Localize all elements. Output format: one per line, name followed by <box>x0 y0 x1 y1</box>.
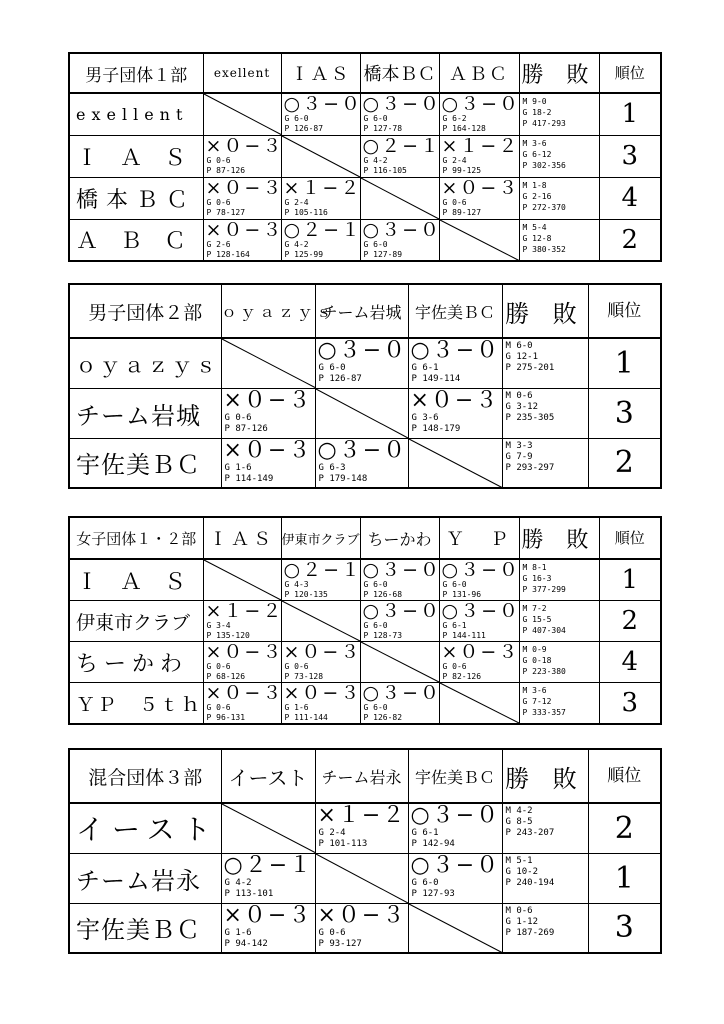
match-cell <box>203 600 284 642</box>
win-loss-cell <box>502 903 588 953</box>
match-result: ×１−２ <box>283 176 362 199</box>
match-games: G 0-6 <box>442 197 467 207</box>
match-cell <box>203 134 284 177</box>
self-match-cell <box>203 93 281 135</box>
wl-games: G 15-5 <box>522 615 552 624</box>
wl-matches: M 0-6 <box>505 905 533 916</box>
match-cell <box>408 388 502 438</box>
wl-points: P 187-269 <box>505 927 555 938</box>
match-result: ○３−０ <box>362 600 441 622</box>
match-result: ×０−３ <box>441 176 520 199</box>
match-result: ×０−３ <box>205 218 284 241</box>
self-match-cell <box>360 177 439 219</box>
match-result: ○３−０ <box>362 93 441 115</box>
match-cell <box>281 219 360 261</box>
win-loss-cell <box>519 219 599 261</box>
wl-games: G 2-16 <box>522 191 552 201</box>
match-cell <box>408 803 502 853</box>
wl-games: G 6-12 <box>522 149 552 159</box>
match-points: P 114-149 <box>224 473 274 484</box>
match-cell <box>439 559 519 601</box>
wl-matches: M 3-6 <box>522 138 547 148</box>
column-header: 橋本ＢＣ <box>360 53 439 93</box>
win-loss-cell <box>502 803 588 853</box>
match-result: ×０−３ <box>283 641 362 663</box>
match-points: P 99-125 <box>442 165 482 175</box>
win-loss-cell <box>502 853 588 903</box>
column-header: イースト <box>221 749 315 803</box>
column-header: 宇佐美ＢＣ <box>408 749 502 803</box>
match-cell <box>315 803 408 853</box>
table-row <box>69 853 661 903</box>
wl-matches: M 0-6 <box>505 390 533 401</box>
wl-games: G 3-12 <box>505 401 539 412</box>
wl-points: P 333-357 <box>522 708 566 717</box>
wl-games: G 10-2 <box>505 866 539 877</box>
match-games: G 4-3 <box>284 580 309 589</box>
match-points: P 93-127 <box>318 938 362 949</box>
wl-matches: M 6-0 <box>505 341 533 351</box>
match-cell <box>360 219 439 261</box>
match-points: P 127-89 <box>363 249 403 259</box>
match-points: P 89-127 <box>442 207 482 217</box>
self-match-cell <box>221 338 315 388</box>
table-row <box>69 388 661 438</box>
wl-games: G 18-2 <box>522 108 552 117</box>
wl-games: G 7-9 <box>505 451 533 462</box>
column-header: 伊東市クラブ <box>281 517 360 559</box>
table-title: 男子団体１部 <box>69 53 203 93</box>
match-points: P 113-101 <box>224 888 274 899</box>
match-result: ×０−３ <box>283 682 362 704</box>
match-games: G 0-6 <box>206 197 231 207</box>
match-points: P 127-78 <box>363 124 403 133</box>
column-header: Ｙ Ｐ <box>439 517 519 559</box>
match-cell <box>315 438 408 488</box>
table-men-div2 <box>68 283 660 489</box>
match-result: ○３−０ <box>410 803 501 828</box>
match-games: G 0-6 <box>206 703 231 712</box>
match-result: ○２−１ <box>283 218 362 241</box>
wl-matches: M 4-2 <box>505 806 533 816</box>
rank-value: 2 <box>599 601 661 642</box>
match-points: P 149-114 <box>411 374 461 384</box>
match-games: G 1-6 <box>224 462 252 473</box>
match-points: P 144-111 <box>442 631 486 640</box>
match-games: G 2-6 <box>206 239 231 249</box>
match-cell <box>439 177 519 219</box>
win-loss-cell <box>502 438 588 488</box>
table-women-div12 <box>68 516 660 725</box>
rank-value: 3 <box>599 135 661 177</box>
wl-points: P 377-299 <box>522 585 566 594</box>
table-title: 女子団体１・２部 <box>69 517 203 559</box>
column-header: ＡＢＣ <box>439 53 519 93</box>
match-result: ×０−３ <box>441 641 520 663</box>
match-points: P 87-126 <box>224 423 268 434</box>
match-points: P 120-135 <box>284 590 328 599</box>
match-games: G 0-6 <box>284 662 309 671</box>
wl-games: G 0-18 <box>522 656 552 665</box>
table-row <box>69 642 661 683</box>
table-men-div1 <box>68 52 660 262</box>
self-match-cell <box>221 803 315 853</box>
win-loss-cell <box>519 559 599 601</box>
rank-value: 2 <box>588 803 661 853</box>
team-name: イースト <box>69 803 221 853</box>
match-games: G 6-1 <box>442 621 467 630</box>
match-result: ○３−０ <box>283 93 362 115</box>
wl-games: G 1-12 <box>505 916 539 927</box>
match-result: ○３−０ <box>317 437 408 463</box>
match-cell <box>439 642 519 683</box>
match-cell <box>203 176 284 219</box>
match-points: P 116-105 <box>363 165 407 175</box>
team-name: 宇佐美ＢＣ <box>69 903 221 953</box>
match-result: ×０−３ <box>205 641 284 663</box>
rank-value: 3 <box>588 903 661 953</box>
match-cell <box>281 93 360 135</box>
match-games: G 6-3 <box>318 462 346 473</box>
match-games: G 6-0 <box>318 363 346 373</box>
match-points: P 82-126 <box>442 672 482 681</box>
table-row <box>69 559 661 601</box>
column-header: チーム岩永 <box>315 749 408 803</box>
match-result: ○３−０ <box>441 559 520 581</box>
match-games: G 2-4 <box>442 155 467 165</box>
match-result: ○３−０ <box>362 218 441 241</box>
table-row <box>69 601 661 642</box>
table-title: 男子団体２部 <box>69 284 221 338</box>
rank-header: 順位 <box>588 284 661 338</box>
team-name: ｏｙａｚｙｓ <box>69 338 221 388</box>
table-row <box>69 338 661 388</box>
match-points: P 101-113 <box>318 839 368 849</box>
team-name: ＹＰ ５ｔｈ <box>69 683 203 725</box>
wl-points: P 275-201 <box>505 363 555 373</box>
match-games: G 0-6 <box>442 662 467 671</box>
match-result: ×０−３ <box>410 387 500 413</box>
self-match-cell <box>439 683 519 725</box>
win-loss-cell <box>502 338 588 388</box>
match-cell <box>281 683 360 725</box>
win-loss-header: 勝 敗 <box>519 517 599 559</box>
match-result: ○２−１ <box>283 559 362 581</box>
wl-matches: M 9-0 <box>522 97 547 106</box>
rank-value: 4 <box>599 177 661 219</box>
match-cell <box>360 683 439 725</box>
wl-matches: M 0-9 <box>522 645 547 654</box>
match-games: G 6-0 <box>363 114 388 123</box>
match-games: G 4-2 <box>284 239 309 249</box>
rank-value: 1 <box>588 338 661 388</box>
match-cell <box>203 682 284 725</box>
table-title: 混合団体３部 <box>69 749 221 803</box>
self-match-cell <box>315 388 408 438</box>
match-games: G 2-4 <box>284 197 309 207</box>
match-points: P 135-120 <box>206 631 250 640</box>
match-points: P 73-128 <box>284 672 324 681</box>
table-row <box>69 219 661 261</box>
match-points: P 126-68 <box>363 590 403 599</box>
team-name: 宇佐美ＢＣ <box>69 438 221 488</box>
match-cell <box>360 135 439 177</box>
table-row <box>69 177 661 219</box>
match-points: P 179-148 <box>318 473 368 484</box>
match-games: G 2-4 <box>318 828 346 838</box>
self-match-cell <box>408 903 502 953</box>
match-cell <box>360 93 439 135</box>
match-result: ×０−３ <box>317 902 407 928</box>
match-points: P 126-87 <box>318 374 362 384</box>
team-name: ＩＡＳ <box>69 559 203 601</box>
self-match-cell <box>408 438 502 488</box>
match-cell <box>315 338 408 388</box>
table-row <box>69 93 661 135</box>
rank-value: 4 <box>599 642 661 683</box>
match-result: ○３−０ <box>410 852 501 878</box>
wl-points: P 302-356 <box>522 160 566 170</box>
match-games: G 0-6 <box>206 155 231 165</box>
match-result: ○２−１ <box>223 852 314 878</box>
match-result: ×０−３ <box>205 176 284 199</box>
match-result: ×０−３ <box>223 387 313 413</box>
match-games: G 0-6 <box>224 412 252 423</box>
win-loss-cell <box>519 177 599 219</box>
match-result: ×０−３ <box>205 682 284 704</box>
wl-matches: M 1-8 <box>522 180 547 190</box>
match-games: G 6-0 <box>363 621 388 630</box>
table-row <box>69 803 661 853</box>
wl-games: G 12-1 <box>505 352 539 362</box>
match-games: G 3-4 <box>206 621 231 630</box>
wl-points: P 293-297 <box>505 462 555 473</box>
wl-points: P 243-207 <box>505 828 555 838</box>
column-header: exellent <box>203 53 281 93</box>
rank-value: 1 <box>599 559 661 601</box>
match-result: ×１−２ <box>205 600 284 622</box>
match-cell <box>281 177 360 219</box>
match-cell <box>439 135 519 177</box>
match-result: ○２−１ <box>362 134 441 157</box>
match-cell <box>408 853 502 903</box>
win-loss-header: 勝 敗 <box>519 53 599 93</box>
table-mixed-div3 <box>68 748 660 954</box>
match-cell <box>221 903 315 953</box>
table-row <box>69 135 661 177</box>
self-match-cell <box>281 601 360 642</box>
match-points: P 105-116 <box>284 207 328 217</box>
team-name: ＩＡＳ <box>69 135 203 177</box>
table-row <box>69 438 661 488</box>
team-name: チーム岩永 <box>69 853 221 903</box>
match-games: G 6-1 <box>411 828 439 838</box>
match-result: ×０−３ <box>205 134 284 157</box>
win-loss-cell <box>519 642 599 683</box>
wl-points: P 417-293 <box>522 119 566 128</box>
wl-matches: M 5-1 <box>505 855 533 866</box>
match-games: G 4-2 <box>224 877 252 888</box>
win-loss-cell <box>502 388 588 438</box>
match-points: P 126-87 <box>284 124 324 133</box>
match-games: G 4-2 <box>363 155 388 165</box>
match-result: ○３−０ <box>362 682 441 704</box>
match-cell <box>281 559 360 601</box>
match-cell <box>408 338 502 388</box>
match-result: ×１−２ <box>441 134 520 157</box>
match-cell <box>203 218 284 261</box>
match-cell <box>360 559 439 601</box>
match-games: G 6-1 <box>411 363 439 373</box>
wl-points: P 223-380 <box>522 667 566 676</box>
match-points: P 126-82 <box>363 713 403 722</box>
match-result: ×０−３ <box>223 902 313 928</box>
wl-points: P 380-352 <box>522 244 566 254</box>
match-points: P 164-128 <box>442 124 486 133</box>
match-cell <box>315 903 408 953</box>
team-name: ちーかわ <box>69 642 203 683</box>
match-points: P 142-94 <box>411 839 455 849</box>
self-match-cell <box>203 559 281 601</box>
match-games: G 1-6 <box>284 703 309 712</box>
match-result: ○３−０ <box>317 338 408 363</box>
match-points: P 127-93 <box>411 888 455 899</box>
wl-matches: M 3-6 <box>522 686 547 695</box>
match-games: G 0-6 <box>318 927 346 938</box>
table-row <box>69 903 661 953</box>
match-result: ×０−３ <box>223 437 313 463</box>
column-header: ＩＡＳ <box>203 517 281 559</box>
match-games: G 6-0 <box>284 114 309 123</box>
win-loss-header: 勝 敗 <box>502 749 588 803</box>
rank-value: 3 <box>588 388 661 438</box>
self-match-cell <box>315 853 408 903</box>
win-loss-cell <box>519 93 599 135</box>
match-points: P 148-179 <box>411 423 461 434</box>
match-result: ○３−０ <box>410 338 501 363</box>
rank-value: 2 <box>599 219 661 261</box>
win-loss-cell <box>519 683 599 725</box>
match-points: P 78-127 <box>206 207 246 217</box>
column-header: チーム岩城 <box>315 284 408 338</box>
wl-matches: M 8-1 <box>522 563 547 572</box>
column-header: ＩＡＳ <box>281 53 360 93</box>
match-games: G 6-0 <box>411 877 439 888</box>
match-games: G 6-2 <box>442 114 467 123</box>
wl-points: P 407-304 <box>522 626 566 635</box>
match-result: ○３−０ <box>441 93 520 115</box>
win-loss-cell <box>519 601 599 642</box>
match-cell <box>203 641 284 683</box>
team-name: ＡＢＣ <box>69 219 203 261</box>
self-match-cell <box>360 642 439 683</box>
rank-value: 1 <box>588 853 661 903</box>
team-name: 伊東市クラブ <box>69 601 203 642</box>
table-row <box>69 683 661 725</box>
win-loss-header: 勝 敗 <box>502 284 588 338</box>
match-points: P 94-142 <box>224 938 268 949</box>
match-result: ○３−０ <box>441 600 520 622</box>
match-points: P 131-96 <box>442 590 482 599</box>
match-points: P 128-164 <box>206 249 250 259</box>
self-match-cell <box>439 219 519 261</box>
rank-value: 1 <box>599 93 661 135</box>
wl-points: P 272-370 <box>522 202 566 212</box>
match-cell <box>439 601 519 642</box>
wl-matches: M 3-3 <box>505 440 533 451</box>
match-cell <box>221 853 315 903</box>
match-points: P 125-99 <box>284 249 324 259</box>
rank-value: 3 <box>599 683 661 725</box>
column-header: 宇佐美ＢＣ <box>408 284 502 338</box>
match-result: ○３−０ <box>362 559 441 581</box>
wl-games: G 8-5 <box>505 817 533 827</box>
wl-games: G 7-12 <box>522 697 552 706</box>
team-name: 橋本ＢＣ <box>69 177 203 219</box>
rank-value: 2 <box>588 438 661 488</box>
match-points: P 128-73 <box>363 631 403 640</box>
wl-points: P 235-305 <box>505 412 555 423</box>
wl-games: G 12-8 <box>522 233 552 243</box>
match-games: G 0-6 <box>206 662 231 671</box>
rank-header: 順位 <box>588 749 661 803</box>
column-header: ｏｙａｚｙｓ <box>221 284 315 338</box>
match-cell <box>360 601 439 642</box>
match-cell <box>221 438 315 488</box>
team-name: チーム岩城 <box>69 388 221 438</box>
wl-points: P 240-194 <box>505 877 555 888</box>
wl-games: G 16-3 <box>522 574 552 583</box>
match-games: G 3-6 <box>411 412 439 423</box>
rank-header: 順位 <box>599 517 661 559</box>
match-cell <box>439 93 519 135</box>
match-points: P 96-131 <box>206 713 246 722</box>
match-result: ×１−２ <box>317 803 407 828</box>
match-cell <box>281 642 360 683</box>
match-points: P 111-144 <box>284 713 328 722</box>
match-cell <box>221 388 315 438</box>
match-games: G 6-0 <box>363 703 388 712</box>
team-name: exellent <box>69 93 203 135</box>
rank-header: 順位 <box>599 53 661 93</box>
match-games: G 6-0 <box>363 239 388 249</box>
win-loss-cell <box>519 135 599 177</box>
column-header: ちーかわ <box>360 517 439 559</box>
match-points: P 87-126 <box>206 165 246 175</box>
match-games: G 1-6 <box>224 927 252 938</box>
match-games: G 6-0 <box>442 580 467 589</box>
self-match-cell <box>281 135 360 177</box>
wl-matches: M 7-2 <box>522 604 547 613</box>
match-points: P 68-126 <box>206 672 246 681</box>
wl-matches: M 5-4 <box>522 222 547 232</box>
match-games: G 6-0 <box>363 580 388 589</box>
